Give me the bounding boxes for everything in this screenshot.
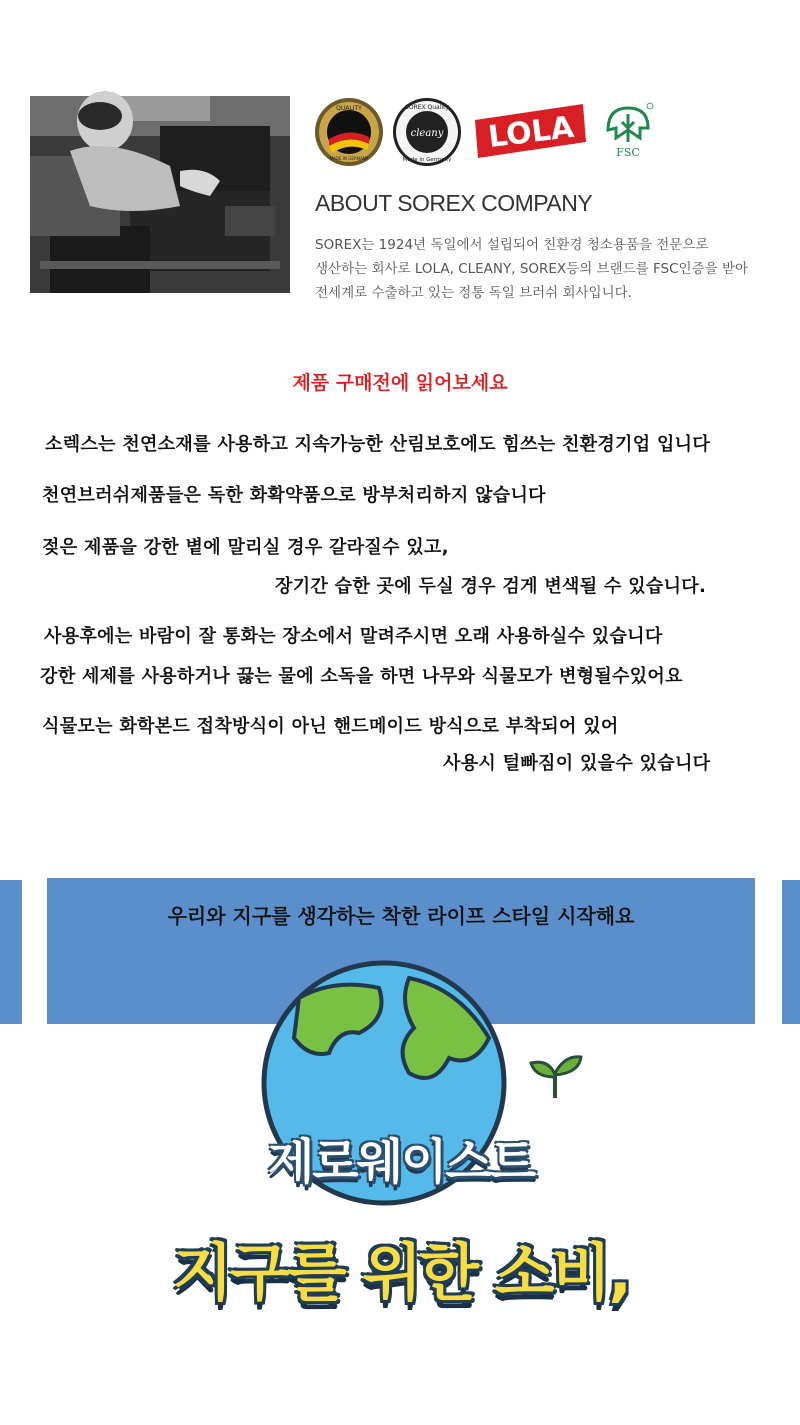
consume-headline: 지구를 위한 소비, <box>173 1236 629 1309</box>
banner-side-strip-right <box>782 880 800 1024</box>
notice-line: 식물모는 화학본드 접착방식이 아닌 핸드메이드 방식으로 부착되어 있어 <box>42 716 619 737</box>
svg-text:Made in Germany: Made in Germany <box>402 157 452 163</box>
zero-waste-title: 제로웨이스트 <box>267 1134 535 1190</box>
svg-text:SOREX Quality: SOREX Quality <box>405 104 449 111</box>
quality-badge-icon <box>314 97 384 167</box>
notice-heading: 제품 구매전에 읽어보세요 <box>292 372 508 394</box>
notice-line: 사용후에는 바람이 잘 통화는 장소에서 말려주시면 오래 사용하실수 있습니다 <box>44 626 663 647</box>
banner-slogan: 우리와 지구를 생각하는 착한 라이프 스타일 시작해요 <box>167 904 635 928</box>
sorex-quality-badge-icon <box>392 97 462 167</box>
notice-line: 소렉스는 천연소재를 사용하고 지속가능한 산림보호에도 힘쓰는 친환경기업 입니다 <box>45 434 711 455</box>
banner-side-strip-left <box>0 880 22 1024</box>
notice-line: 젖은 제품을 강한 볕에 말리실 경우 갈라질수 있고, <box>42 537 449 558</box>
about-title: ABOUT SOREX COMPANY <box>315 190 593 216</box>
svg-text:LOLA: LOLA <box>486 109 576 156</box>
about-description-line: 생산하는 회사로 LOLA, CLEANY, SOREX등의 브랜드를 FSC인증을 받아 <box>315 261 749 277</box>
svg-text:MADE IN GERMANY: MADE IN GERMANY <box>329 156 369 161</box>
svg-text:cleany: cleany <box>410 128 444 139</box>
lola-logo <box>473 102 588 160</box>
zero-waste-banner <box>47 878 755 1309</box>
about-description-line: 전세계로 수출하고 있는 정통 독일 브러쉬 회사입니다. <box>315 285 632 301</box>
notice-line: 천연브러쉬제품들은 독한 화확약품으로 방부처리하지 않습니다 <box>42 485 546 506</box>
svg-text:QUALITY: QUALITY <box>336 105 362 112</box>
notice-line: 강한 세제를 사용하거나 끓는 물에 소독을 하면 나무와 식물모가 변형될수있어요 <box>40 666 683 687</box>
notice-line: 사용시 털빠짐이 있을수 있습니다 <box>443 753 711 774</box>
notice-line: 장기간 습한 곳에 두실 경우 검게 변색될 수 있습니다. <box>275 576 707 597</box>
fsc-logo-icon <box>600 100 656 160</box>
sprout-icon <box>525 1053 585 1098</box>
about-description-line: SOREX는 1924년 독일에서 설립되어 친환경 청소용품을 전문으로 <box>315 237 709 253</box>
factory-worker-photo <box>30 96 290 293</box>
svg-text:FSC: FSC <box>616 146 640 159</box>
